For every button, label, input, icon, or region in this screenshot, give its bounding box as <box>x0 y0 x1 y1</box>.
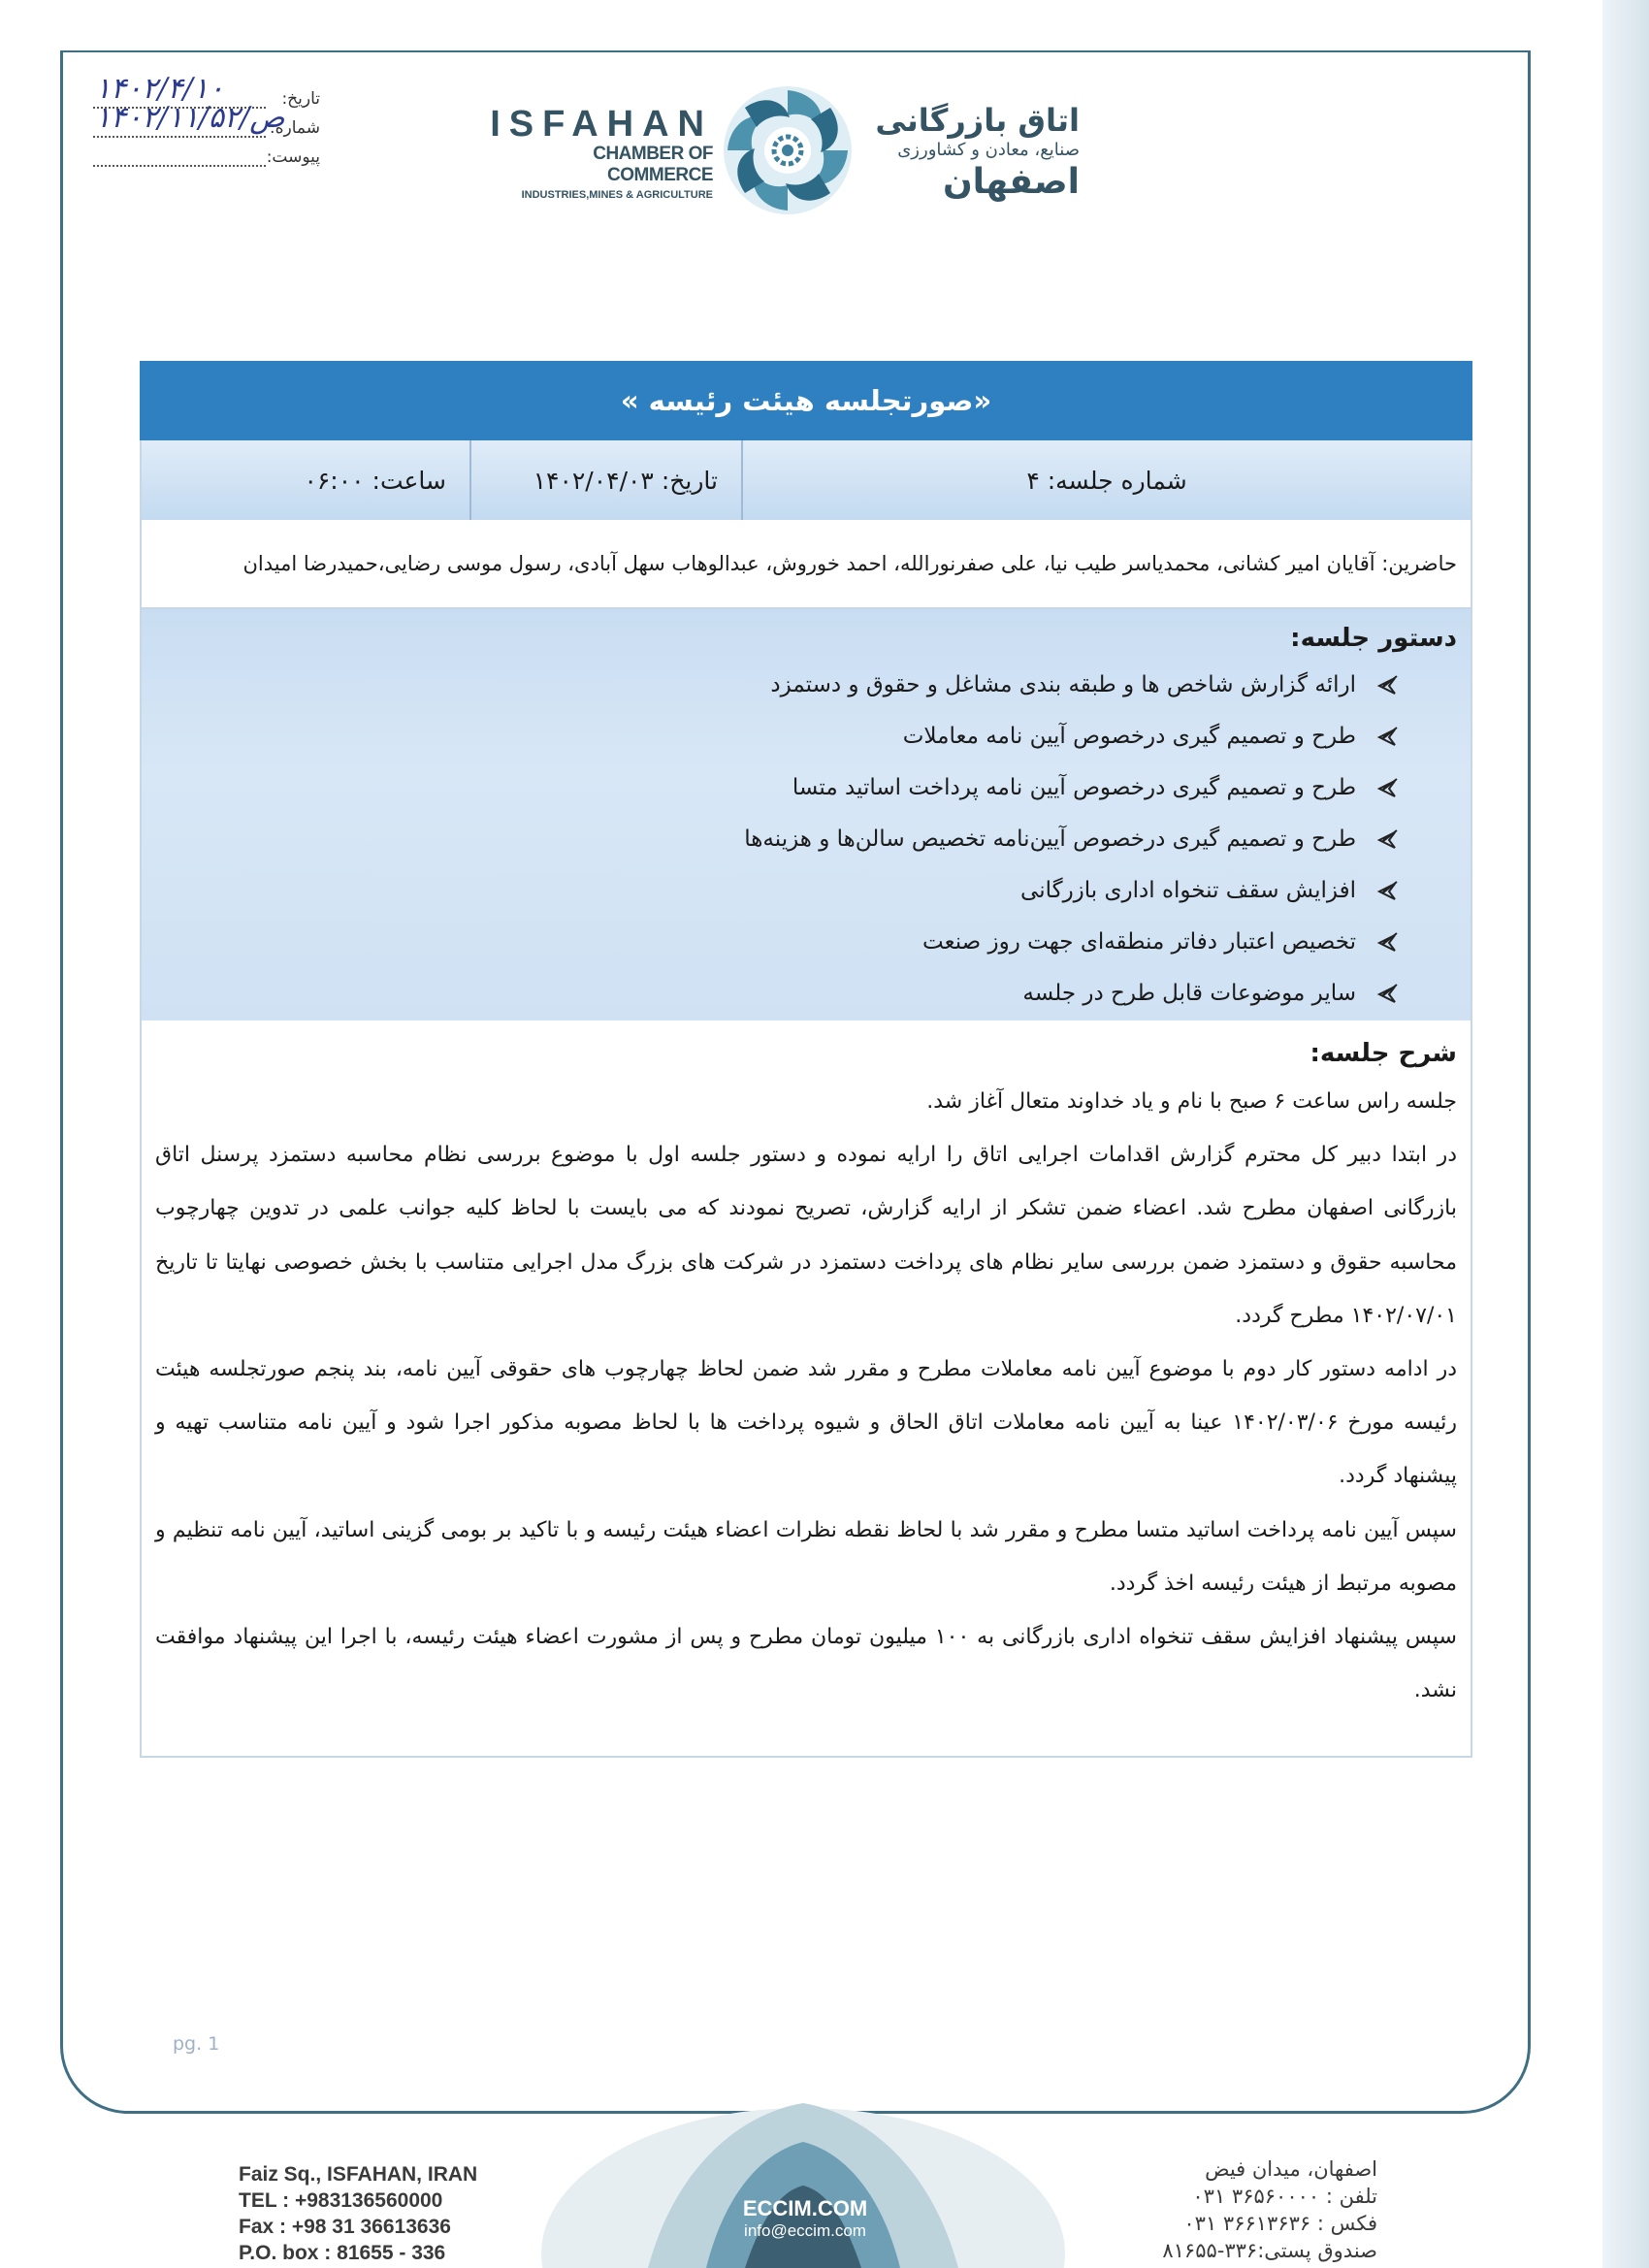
meta-handwritten-value: ۱۴۰۲/۴/۱۰ <box>95 72 225 106</box>
meta-label: پیوست: <box>266 147 320 167</box>
agenda-item <box>155 814 1399 865</box>
session-date: تاریخ: ۱۴۰۲/۰۴/۰۳ <box>469 440 741 520</box>
checkmark-arrow-icon <box>1375 880 1399 903</box>
email-link[interactable]: info@eccim.com <box>744 2221 866 2240</box>
agenda-item-text: طرح و تصمیم گیری درخصوص آیین نامه پرداخت اساتید متسا <box>792 775 1356 800</box>
description-paragraph: جلسه راس ساعت ۶ صبح با نام و یاد خداوند متعال آغاز شد. <box>926 1089 1457 1114</box>
agenda-item <box>155 660 1399 711</box>
session-info-row <box>140 440 1472 520</box>
checkmark-arrow-icon <box>1375 983 1399 1006</box>
agenda-item <box>155 968 1399 1020</box>
logo-english-text: ISFAHAN CHAMBER OF COMMERCE INDUSTRIES,MINES & AGRICULTURE <box>490 104 713 201</box>
checkmark-arrow-icon <box>1375 931 1399 955</box>
agenda-item <box>155 762 1399 814</box>
checkmark-arrow-icon <box>1375 726 1399 749</box>
agenda-item-text: ارائه گزارش شاخص ها و طبقه بندی مشاغل و حقوق و دستمزد <box>770 672 1356 697</box>
description-paragraph: در ابتدا دبیر کل محترم گزارش اقدامات اجرایی اتاق را ارایه نموده و دستور جلسه اول با موضوع بررسی نظام محاسبه دستمزد پرسنل اتاق بازرگانی اصفهان مطرح شد. اعضاء ضمن تشکر از ارایه گزارش، تصریح نمودند که می بایست با لحاظ کلیه جوانب علمی در تدوین چهارچوب محاسبه حقوق و دستمزد ضمن بررسی سایر نظام های پرداخت دستمزد در شرکت های بزرگ مدل اجرایی متناسب با بخش خصوصی نهایتا تا تاریخ ۱۴۰۲/۰۷/۰۱ مطرح گردد. <box>155 1143 1457 1328</box>
chamber-logo <box>490 80 1120 235</box>
agenda-item-text: سایر موضوعات قابل طرح در جلسه <box>1022 981 1356 1006</box>
agenda-item-text: تخصیص اعتبار دفاتر منطقه‌ای جهت روز صنعت <box>922 929 1356 955</box>
meta-label: شماره: <box>269 118 320 138</box>
chamber-emblem-icon <box>720 82 856 218</box>
description-paragraph: سپس پیشنهاد افزایش سقف تنخواه اداری بازرگانی به ۱۰۰ میلیون تومان مطرح و پس از مشورت اعضاء هیئت رئیسه، با اجرا این پیشنهاد موافقت نشد. <box>155 1625 1457 1703</box>
meta-attachment-row <box>87 144 320 173</box>
session-time: ساعت: ۰۶:۰۰ <box>304 466 446 495</box>
agenda-heading: دستور جلسه: <box>1290 624 1457 653</box>
footer-address-en: Faiz Sq., ISFAHAN, IRAN TEL : +983136560000 Fax : +98 31 36613636 P.O. box : 81655 - 336 <box>239 2163 478 2264</box>
description-paragraph: در ادامه دستور کار دوم با موضوع آیین نامه معاملات مطرح و مقرر شد ضمن لحاظ چهارچوب های حقوقی آیین نامه، بند پنجم صورتجلسه هیئت رئیسه مورخ ۱۴۰۲/۰۳/۰۶ عینا به آیین نامه معاملات اتاق الحاق و شیوه پرداخت ها با لحاظ مصوبه مذکور اجرا شود و آیین نامه متناسب تهیه و پیشنهاد گردد. <box>155 1357 1457 1489</box>
agenda-item <box>155 917 1399 968</box>
meta-number-row <box>87 101 320 144</box>
checkmark-arrow-icon <box>1375 777 1399 800</box>
minutes-title: «صورتجلسه هیئت رئیسه » <box>140 361 1472 440</box>
description-heading: شرح جلسه: <box>1310 1039 1457 1068</box>
description-section <box>140 1021 1472 1758</box>
description-paragraph: سپس آیین نامه پرداخت اساتید متسا مطرح و مقرر شد با لحاظ نقطه نظرات اعضاء هیئت رئیسه و با تاکید بر بومی گزینی اساتید، آیین نامه تنظیم و مصوبه مرتبط از هیئت رئیسه اخذ گردد. <box>155 1517 1457 1596</box>
paper-edge <box>1602 0 1649 2268</box>
attendees-line: حاضرین: آقایان امیر کشانی، محمدیاسر طیب نیا، علی صفرنورالله، احمد خوروش، عبدالوهاب سهل آبادی، رسول موسی رضایی،حمیدرضا امیدان <box>140 520 1472 609</box>
meta-label: تاریخ: <box>281 89 320 109</box>
agenda-item-text: افزایش سقف تنخواه اداری بازرگانی <box>1020 878 1356 903</box>
checkmark-arrow-icon <box>1375 828 1399 852</box>
website-link[interactable]: ECCIM.COM <box>742 2196 868 2220</box>
checkmark-arrow-icon <box>1375 674 1399 697</box>
page-number: pg. 1 <box>173 2033 220 2055</box>
logo-persian-text: اتاق بازرگانی صنایع، معادن و کشاورزی اصفهان <box>875 102 1080 202</box>
agenda-list <box>155 660 1457 1020</box>
footer-address-fa: اصفهان، میدان فیض تلفن : ۳۶۵۶۰۰۰۰ ۰۳۱ فکس : ۳۶۶۱۳۶۳۶ ۰۳۱ صندوق پستی:۳۳۶-۸۱۶۵۵ <box>1162 2157 1377 2262</box>
footer-contact-web <box>679 2196 931 2241</box>
agenda-item <box>155 711 1399 762</box>
meta-handwritten-value: ۱۴۰۲/ص/۱۱/۵۲ <box>95 101 285 135</box>
meeting-minutes <box>140 361 1472 1758</box>
agenda-item-text: طرح و تصمیم گیری درخصوص آیین‌نامه تخصیص سالن‌ها و هزینه‌ها <box>744 826 1356 852</box>
session-number: شماره جلسه: ۴ <box>741 440 1471 520</box>
meta-dotted-line <box>93 147 266 167</box>
agenda-item <box>155 865 1399 917</box>
agenda-item-text: طرح و تصمیم گیری درخصوص آیین نامه معاملات <box>902 724 1356 749</box>
agenda-section <box>140 609 1472 1021</box>
document-meta <box>87 72 320 173</box>
